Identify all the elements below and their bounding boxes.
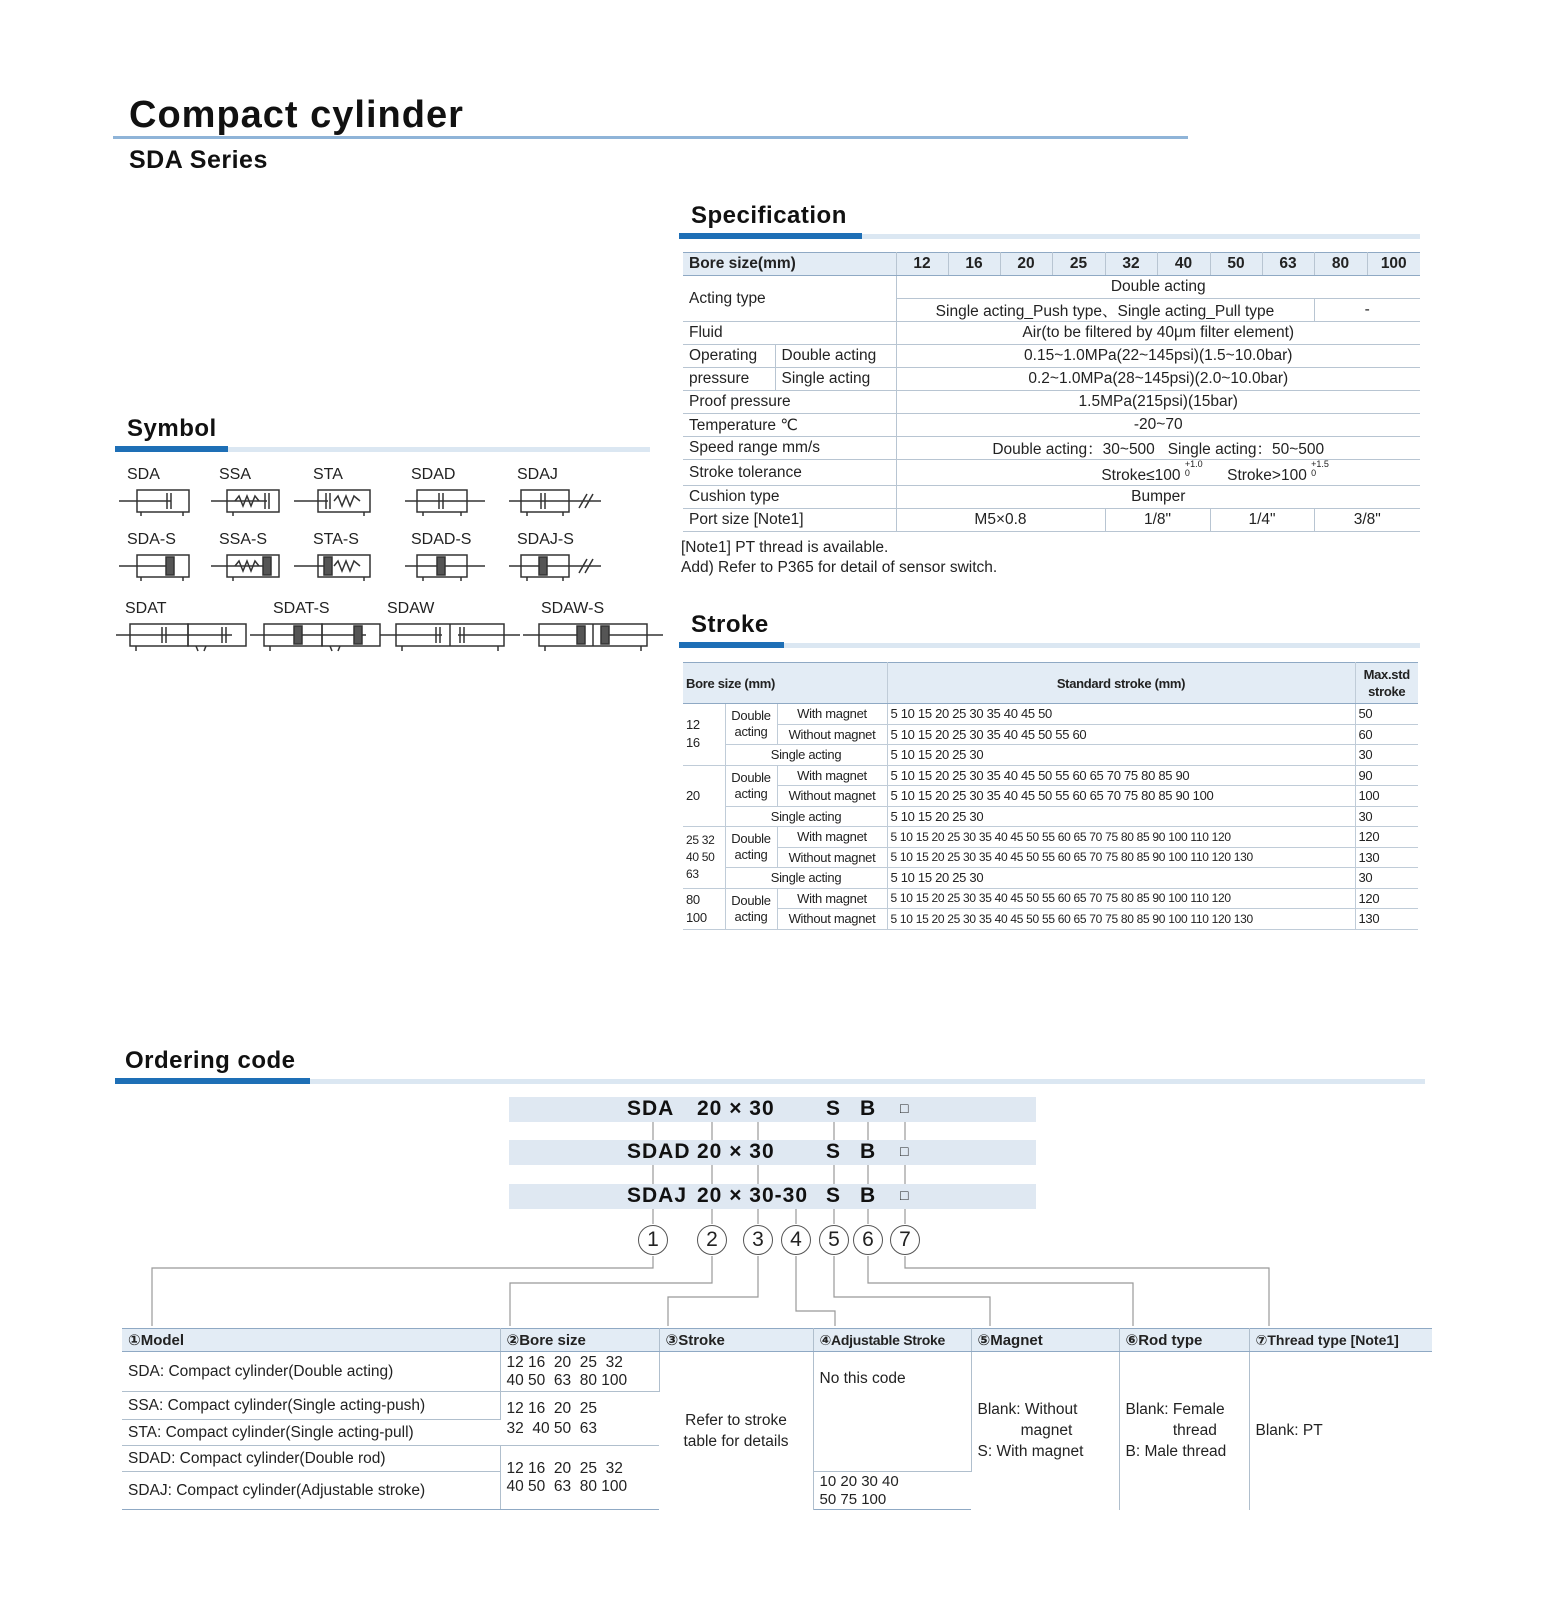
speed-label: Speed range mm/s bbox=[683, 437, 896, 460]
ordering-heading: Ordering code bbox=[125, 1047, 296, 1074]
operating-label: Operating bbox=[683, 345, 775, 368]
stroke-double-label: Double acting bbox=[725, 765, 777, 806]
op-single-value: 0.2~1.0MPa(28~145psi)(2.0~10.0bar) bbox=[896, 368, 1420, 391]
stroke-without-magnet: Without magnet bbox=[777, 786, 887, 807]
port-label: Port size [Note1] bbox=[683, 509, 896, 532]
bore-cell: 25 bbox=[1052, 253, 1105, 276]
stroke-max-value: 30 bbox=[1355, 806, 1418, 827]
tol-b: Stroke>100 bbox=[1227, 467, 1307, 484]
stroke-std-values: 5 10 15 20 25 30 35 40 45 50 55 60 65 70 75 80 85 90 100 110 120 bbox=[887, 888, 1355, 909]
stroke-option: Refer to stroke table for details bbox=[659, 1352, 813, 1510]
port-value: M5×0.8 bbox=[896, 509, 1105, 532]
stroke-double-label: Double acting bbox=[725, 827, 777, 868]
code-b: B bbox=[860, 1140, 877, 1163]
stroke-std-values: 5 10 15 20 25 30 35 40 45 50 55 60 65 70 75 80 85 90 100 110 120 bbox=[887, 827, 1355, 848]
bore-cell: 63 bbox=[1262, 253, 1314, 276]
stroke-std-values: 5 10 15 20 25 30 35 40 45 50 55 60 bbox=[887, 724, 1355, 745]
stroke-single-label: Single acting bbox=[725, 806, 887, 827]
bore-option: 12 16 20 25 32 40 50 63 bbox=[500, 1392, 659, 1446]
fluid-value: Air(to be filtered by 40μm filter element) bbox=[896, 322, 1420, 345]
note-1: [Note1] PT thread is available. bbox=[681, 539, 889, 556]
stroke-max-value: 120 bbox=[1355, 888, 1418, 909]
code-b: B bbox=[860, 1184, 877, 1207]
bore-size-header: Bore size(mm) bbox=[683, 253, 896, 276]
acting-type-double: Double acting bbox=[896, 276, 1420, 299]
magnet-option: Blank: Without magnet S: With magnet bbox=[971, 1352, 1119, 1510]
stroke-without-magnet: Without magnet bbox=[777, 847, 887, 868]
stroke-max-value: 130 bbox=[1355, 847, 1418, 868]
model-option: SSA: Compact cylinder(Single acting-push) bbox=[122, 1392, 500, 1420]
stroke-std-values: 5 10 15 20 25 30 35 40 45 50 55 60 65 70 75 80 85 90 bbox=[887, 765, 1355, 786]
stroke-std-values: 5 10 15 20 25 30 35 40 45 50 55 60 65 70 75 80 85 90 100 bbox=[887, 786, 1355, 807]
position-circle-6: 6 bbox=[853, 1225, 883, 1255]
stroke-max-value: 100 bbox=[1355, 786, 1418, 807]
bore-option: 12 16 20 25 32 40 50 63 80 100 bbox=[500, 1352, 659, 1392]
symbol-label: SDAJ-S bbox=[517, 531, 574, 548]
stroke-double-label: Double acting bbox=[725, 888, 777, 929]
port-value: 1/8" bbox=[1105, 509, 1210, 532]
stroke-with-magnet: With magnet bbox=[777, 888, 887, 909]
stroke-std-values: 5 10 15 20 25 30 35 40 45 50 bbox=[887, 704, 1355, 725]
series-subtitle: SDA Series bbox=[129, 146, 268, 174]
symbol-label: SDAD-S bbox=[411, 531, 472, 548]
symbol-label: SDAT-S bbox=[273, 600, 330, 617]
model-option: SDAD: Compact cylinder(Double rod) bbox=[122, 1446, 500, 1472]
stroke-bore-cell: 25 32 40 50 63 bbox=[683, 827, 725, 889]
op-double-value: 0.15~1.0MPa(22~145psi)(1.5~10.0bar) bbox=[896, 345, 1420, 368]
code-box: □ bbox=[900, 1143, 909, 1159]
code-s: S bbox=[826, 1097, 842, 1120]
tolerance-label: Stroke tolerance bbox=[683, 460, 896, 486]
temperature-value: -20~70 bbox=[896, 414, 1420, 437]
stroke-single-label: Single acting bbox=[725, 745, 887, 766]
page-title: Compact cylinder bbox=[129, 94, 464, 136]
rod-type-header: ⑥Rod type bbox=[1119, 1329, 1249, 1352]
code-box: □ bbox=[900, 1100, 909, 1116]
stroke-max-value: 30 bbox=[1355, 868, 1418, 889]
tol-a: Stroke≤100 bbox=[1101, 467, 1181, 484]
bore-cell: 40 bbox=[1157, 253, 1210, 276]
note-2: Add) Refer to P365 for detail of sensor switch. bbox=[681, 559, 998, 576]
stroke-header: ③Stroke bbox=[659, 1329, 813, 1352]
code-s: S bbox=[826, 1140, 842, 1163]
symbol-label: SDA-S bbox=[127, 531, 176, 548]
stroke-max-value: 120 bbox=[1355, 827, 1418, 848]
stroke-max-value: 60 bbox=[1355, 724, 1418, 745]
code-model: SDAJ bbox=[627, 1184, 688, 1207]
stroke-with-magnet: With magnet bbox=[777, 704, 887, 725]
magnet-header: ⑤Magnet bbox=[971, 1329, 1119, 1352]
model-option: STA: Compact cylinder(Single acting-pull) bbox=[122, 1420, 500, 1446]
bore-cell: 32 bbox=[1105, 253, 1157, 276]
bore-cell: 100 bbox=[1367, 253, 1420, 276]
bore-cell: 50 bbox=[1210, 253, 1262, 276]
tol-a-lower: 0 bbox=[1184, 468, 1190, 478]
symbol-heading: Symbol bbox=[127, 415, 217, 442]
tol-b-upper: +1.5 bbox=[1311, 459, 1329, 469]
code-b: B bbox=[860, 1097, 877, 1120]
stroke-single-label: Single acting bbox=[725, 868, 887, 889]
op-single-label: Single acting bbox=[775, 368, 896, 391]
port-value: 1/4" bbox=[1210, 509, 1314, 532]
symbol-label: SDAW-S bbox=[541, 600, 605, 617]
symbol-label: SDAJ bbox=[517, 466, 558, 483]
adjustable-stroke-header: ④Adjustable Stroke bbox=[813, 1329, 971, 1352]
position-circle-3: 3 bbox=[743, 1225, 773, 1255]
stroke-bore-cell: 20 bbox=[683, 765, 725, 827]
cushion-label: Cushion type bbox=[683, 486, 896, 509]
acting-type-label: Acting type bbox=[683, 276, 896, 322]
code-s: S bbox=[826, 1184, 842, 1207]
cushion-value: Bumper bbox=[896, 486, 1420, 509]
stroke-std-header: Standard stroke (mm) bbox=[887, 663, 1355, 704]
stroke-with-magnet: With magnet bbox=[777, 827, 887, 848]
port-value: 3/8" bbox=[1314, 509, 1420, 532]
code-model: SDAD bbox=[627, 1140, 691, 1163]
position-circle-2: 2 bbox=[697, 1225, 727, 1255]
bore-cell: 20 bbox=[1000, 253, 1052, 276]
symbol-label: SSA-S bbox=[219, 531, 268, 548]
op-double-label: Double acting bbox=[775, 345, 896, 368]
ordering-header-row bbox=[122, 1329, 1432, 1352]
stroke-bore-cell: 80 100 bbox=[683, 888, 725, 929]
stroke-max-value: 90 bbox=[1355, 765, 1418, 786]
stroke-bore-header: Bore size (mm) bbox=[683, 663, 887, 704]
tol-b-lower: 0 bbox=[1311, 468, 1317, 478]
position-circle-5: 5 bbox=[819, 1225, 849, 1255]
pressure-label: pressure bbox=[683, 368, 775, 391]
symbol-label: STA-S bbox=[313, 531, 359, 548]
speed-value: Double acting：30~500 Single acting：50~500 bbox=[896, 437, 1420, 460]
symbol-label: STA bbox=[313, 466, 343, 483]
ordering-table bbox=[122, 1328, 1432, 1510]
stroke-std-values: 5 10 15 20 25 30 35 40 45 50 55 60 65 70 75 80 85 90 100 110 120 130 bbox=[887, 847, 1355, 868]
position-circle-7: 7 bbox=[890, 1225, 920, 1255]
stroke-std-values: 5 10 15 20 25 30 bbox=[887, 868, 1355, 889]
stroke-max-value: 50 bbox=[1355, 704, 1418, 725]
stroke-bore-cell: 12 16 bbox=[683, 704, 725, 766]
stroke-without-magnet: Without magnet bbox=[777, 909, 887, 930]
adjustable-option: No this code bbox=[813, 1352, 971, 1472]
proof-label: Proof pressure bbox=[683, 391, 896, 414]
proof-value: 1.5MPa(215psi)(15bar) bbox=[896, 391, 1420, 414]
bore-cell: 80 bbox=[1314, 253, 1367, 276]
stroke-max-value: 30 bbox=[1355, 745, 1418, 766]
bore-size-header: ②Bore size bbox=[500, 1329, 659, 1352]
stroke-max-value: 130 bbox=[1355, 909, 1418, 930]
code-bore: 20 × 30 bbox=[697, 1140, 775, 1163]
model-option: SDAJ: Compact cylinder(Adjustable stroke) bbox=[122, 1472, 500, 1510]
ordering-row bbox=[122, 1352, 1432, 1392]
symbol-label: SDA bbox=[127, 466, 160, 483]
acting-type-dash: - bbox=[1314, 299, 1420, 322]
position-circle-4: 4 bbox=[781, 1225, 811, 1255]
stroke-max-header: Max.std stroke bbox=[1355, 663, 1418, 704]
bore-cell: 16 bbox=[948, 253, 1000, 276]
model-option: SDA: Compact cylinder(Double acting) bbox=[122, 1352, 500, 1392]
symbol-label: SDAT bbox=[125, 600, 167, 617]
specification-heading: Specification bbox=[691, 202, 847, 229]
code-bore: 20 × 30 bbox=[697, 1097, 775, 1120]
temperature-label: Temperature ℃ bbox=[683, 414, 896, 437]
symbol-label: SDAW bbox=[387, 600, 435, 617]
fluid-label: Fluid bbox=[683, 322, 896, 345]
stroke-heading: Stroke bbox=[691, 611, 769, 638]
acting-type-single: Single acting_Push type、Single acting_Pull type bbox=[896, 299, 1314, 322]
code-bore: 20 × 30-30 bbox=[697, 1184, 809, 1207]
stroke-std-values: 5 10 15 20 25 30 35 40 45 50 55 60 65 70 75 80 85 90 100 110 120 130 bbox=[887, 909, 1355, 930]
symbol-label: SDAD bbox=[411, 466, 456, 483]
stroke-double-label: Double acting bbox=[725, 704, 777, 745]
stroke-std-values: 5 10 15 20 25 30 bbox=[887, 806, 1355, 827]
rod-type-option: Blank: Female thread B: Male thread bbox=[1119, 1352, 1249, 1510]
bore-option: 12 16 20 25 32 40 50 63 80 100 bbox=[500, 1446, 659, 1510]
stroke-without-magnet: Without magnet bbox=[777, 724, 887, 745]
bore-cell: 12 bbox=[896, 253, 948, 276]
code-box: □ bbox=[900, 1187, 909, 1203]
code-model: SDA bbox=[627, 1097, 675, 1120]
thread-type-header: ⑦Thread type [Note1] bbox=[1249, 1329, 1432, 1352]
model-header: ①Model bbox=[122, 1329, 500, 1352]
symbol-label: SSA bbox=[219, 466, 252, 483]
position-circle-1: 1 bbox=[638, 1225, 668, 1255]
stroke-with-magnet: With magnet bbox=[777, 765, 887, 786]
adjustable-values: 10 20 30 40 50 75 100 bbox=[813, 1472, 971, 1510]
thread-type-option: Blank: PT bbox=[1255, 1421, 1323, 1439]
tol-a-upper: +1.0 bbox=[1184, 459, 1203, 469]
stroke-std-values: 5 10 15 20 25 30 bbox=[887, 745, 1355, 766]
